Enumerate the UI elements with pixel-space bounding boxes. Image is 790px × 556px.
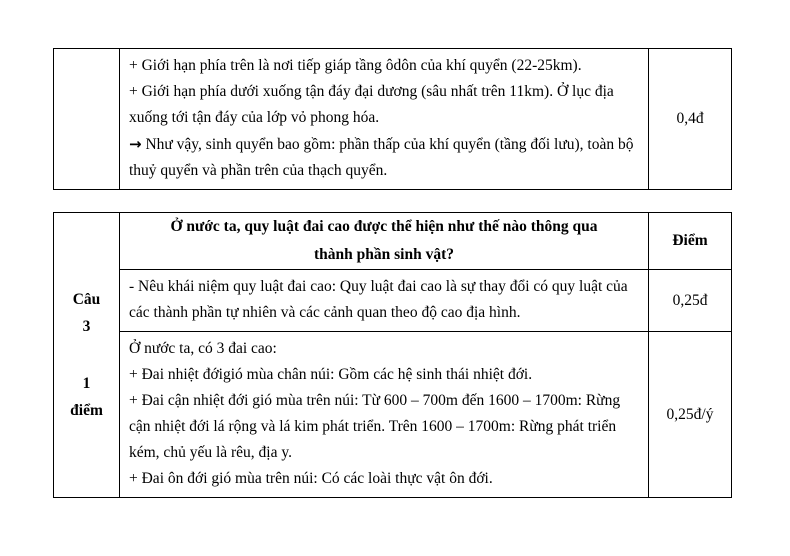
answer-content-cell — [120, 49, 649, 190]
label-spacer — [54, 340, 119, 370]
concept-text-block — [120, 270, 648, 331]
answer-text-block — [120, 49, 648, 189]
zones-text-block — [120, 332, 648, 497]
zones-score-cell: 0,25đ/ý — [649, 332, 732, 498]
answer-line-3 — [129, 131, 640, 184]
zone-item-2: + Đai cận nhiệt đới gió mùa trên núi: Từ 600 – 700m đến 1600 – 1700m: Rừng cận nhiệt đới lá rộng và lá kim phát triển. Trên 1600 – 1700m: Rừng phát triển kém, chủ yếu là rêu, địa y. — [129, 392, 621, 461]
right-arrow-icon: → — [129, 135, 142, 153]
answer-line-3-text: Như vậy, sinh quyển bao gồm: phần thấp của khí quyển (tầng đối lưu), toàn bộ thuỷ quyển và phần trên của thạch quyển. — [129, 136, 634, 179]
zone-item-3: + Đai ôn đới gió mùa trên núi: Có các loài thực vật ôn đới. — [129, 470, 493, 487]
zones-content-cell — [120, 332, 649, 498]
concept-score-cell: 0,25đ — [649, 270, 732, 332]
question-number-cell — [54, 213, 120, 498]
zones-intro: Ở nước ta, có 3 đai cao: — [129, 340, 277, 357]
score-cell: 0,4đ — [649, 49, 732, 190]
question-label-cell-empty — [54, 49, 120, 190]
question-word: Câu — [72, 291, 101, 308]
answer-line-2: + Giới hạn phía dưới xuống tận đáy đại dương (sâu nhất trên 11km). Ở lục địa xuống tới tận đáy của lớp vỏ phong hóa. — [129, 83, 614, 126]
question-points-word: điểm — [70, 402, 103, 419]
answer-table-first — [53, 48, 732, 190]
question-points-value: 1 — [82, 375, 91, 392]
question-prompt-line-2: thành phần sinh vật? — [314, 246, 454, 263]
answer-line-1: + Giới hạn phía trên là nơi tiếp giáp tầng ôdôn của khí quyển (22-25km). — [129, 57, 582, 74]
zone-item-1: + Đai nhiệt đớigió mùa chân núi: Gồm các hệ sinh thái nhiệt đới. — [129, 366, 533, 383]
concept-content-cell — [120, 270, 649, 332]
concept-text: - Nêu khái niệm quy luật đai cao: Quy luật đai cao là sự thay đổi có quy luật của các thành phần tự nhiên và các cảnh quan theo độ cao địa hình. — [129, 278, 628, 321]
answer-table-second — [53, 212, 732, 498]
score-column-header: Điểm — [649, 213, 732, 270]
table-row-header — [54, 213, 732, 270]
question-prompt-line-1: Ở nước ta, quy luật đai cao được thể hiện như thế nào thông qua — [170, 218, 598, 235]
table-row-zones — [54, 332, 732, 498]
table-row-concept — [54, 270, 732, 332]
question-number: 3 — [82, 318, 91, 335]
question-prompt-cell — [120, 213, 649, 270]
table-row — [54, 49, 732, 190]
